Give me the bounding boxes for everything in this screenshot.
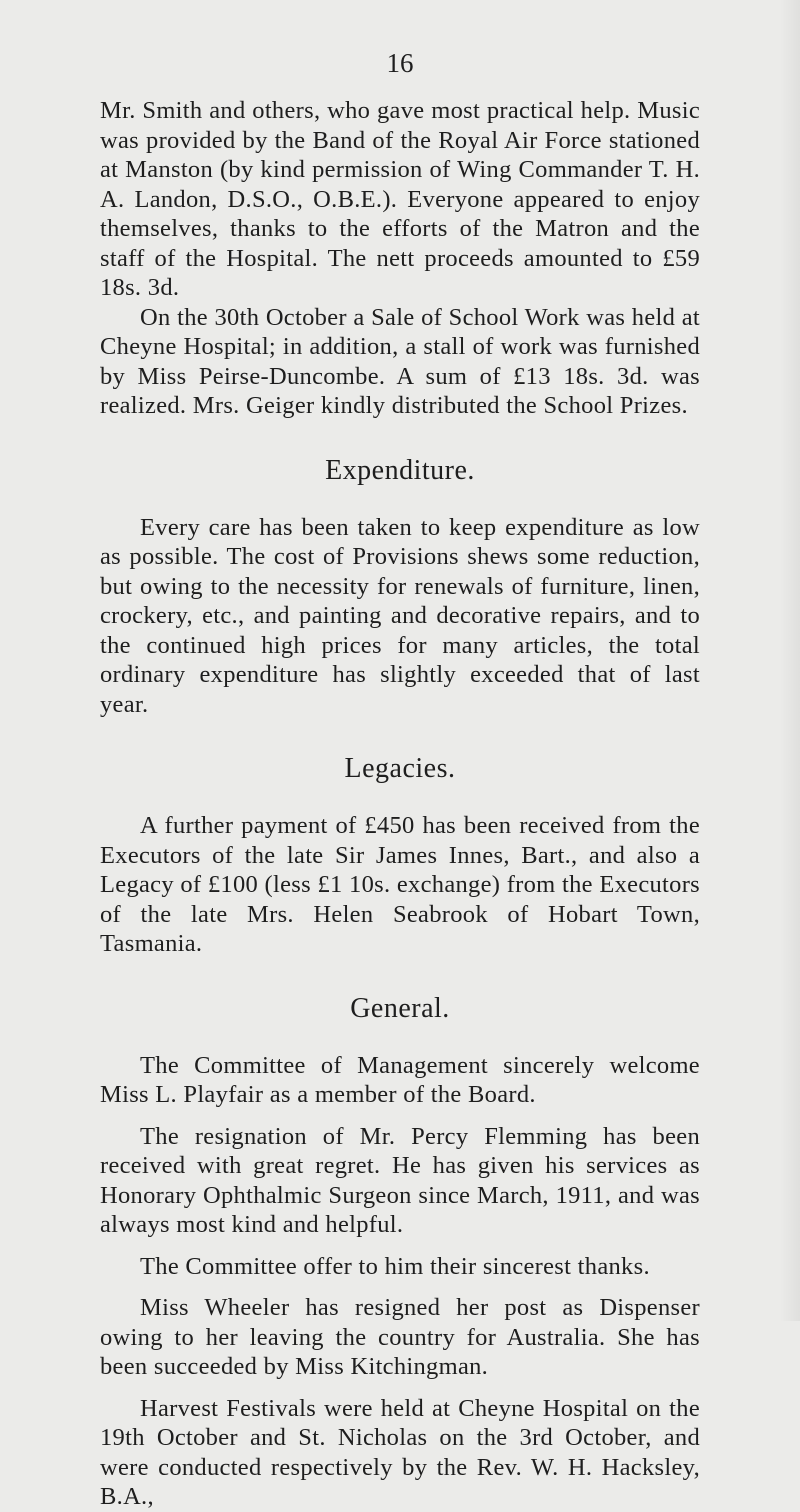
general-paragraph-5: Harvest Festivals were held at Cheyne Hospital on the 19th October and St. Nicholas on the 3rd October, and were conducted respectively by the Rev. W. H. Hacksley, B.A., (100, 1394, 700, 1510)
page-edge-shadow (780, 0, 800, 1321)
intro-paragraph-1: Mr. Smith and others, who gave most practical help. Music was provided by the Band of the Royal Air Force stationed at Manston (by kind permission of Wing Commander T. H. A. Landon, D.S.O., O.B.E.). Everyone appeared to enjoy themselves, thanks to the efforts of the Matron and the staff of the Hospital. The nett proceeds amounted to £59 18s. 3d. (100, 97, 700, 301)
general-heading: General. (350, 992, 450, 1024)
general-paragraph-2: The resignation of Mr. Percy Flemming has been received with great regret. He has given his services as Honorary Ophthalmic Surgeon since March, 1911, and was always most kind and helpful. (100, 1122, 700, 1238)
page-content (100, 96, 700, 1512)
general-paragraph-1: The Committee of Management sincerely welcome Miss L. Playfair as a member of the Board. (100, 1051, 700, 1108)
legacies-heading: Legacies. (344, 753, 456, 784)
expenditure-heading: Expenditure. (325, 454, 475, 486)
general-paragraph-4: Miss Wheeler has resigned her post as Dispenser owing to her leaving the country for Australia. She has been succeeded by Miss Kitchingman. (100, 1294, 700, 1380)
general-paragraph-3: The Committee offer to him their sincerest thanks. (140, 1252, 650, 1280)
intro-paragraph-2: On the 30th October a Sale of School Work was held at Cheyne Hospital; in addition, a stall of work was furnished by Miss Peirse-Duncombe. A sum of £13 18s. 3d. was realized. Mrs. Geiger kindly distributed the School Prizes. (100, 303, 700, 419)
legacies-paragraph-1: A further payment of £450 has been received from the Executors of the late Sir James Innes, Bart., and also a Legacy of £100 (less £1 10s. exchange) from the Executors of the late Mrs. Helen Seabrook of Hobart Town, Tasmania. (100, 812, 700, 957)
page-number: 16 (386, 48, 414, 78)
expenditure-paragraph-1: Every care has been taken to keep expenditure as low as possible. The cost of Provisions shews some reduction, but owing to the necessity for renewals of furniture, linen, crockery, etc., and painting and decorative repairs, and to the continued high prices for many articles, the total ordinary expenditure has slightly exceeded that of last year. (100, 513, 700, 718)
